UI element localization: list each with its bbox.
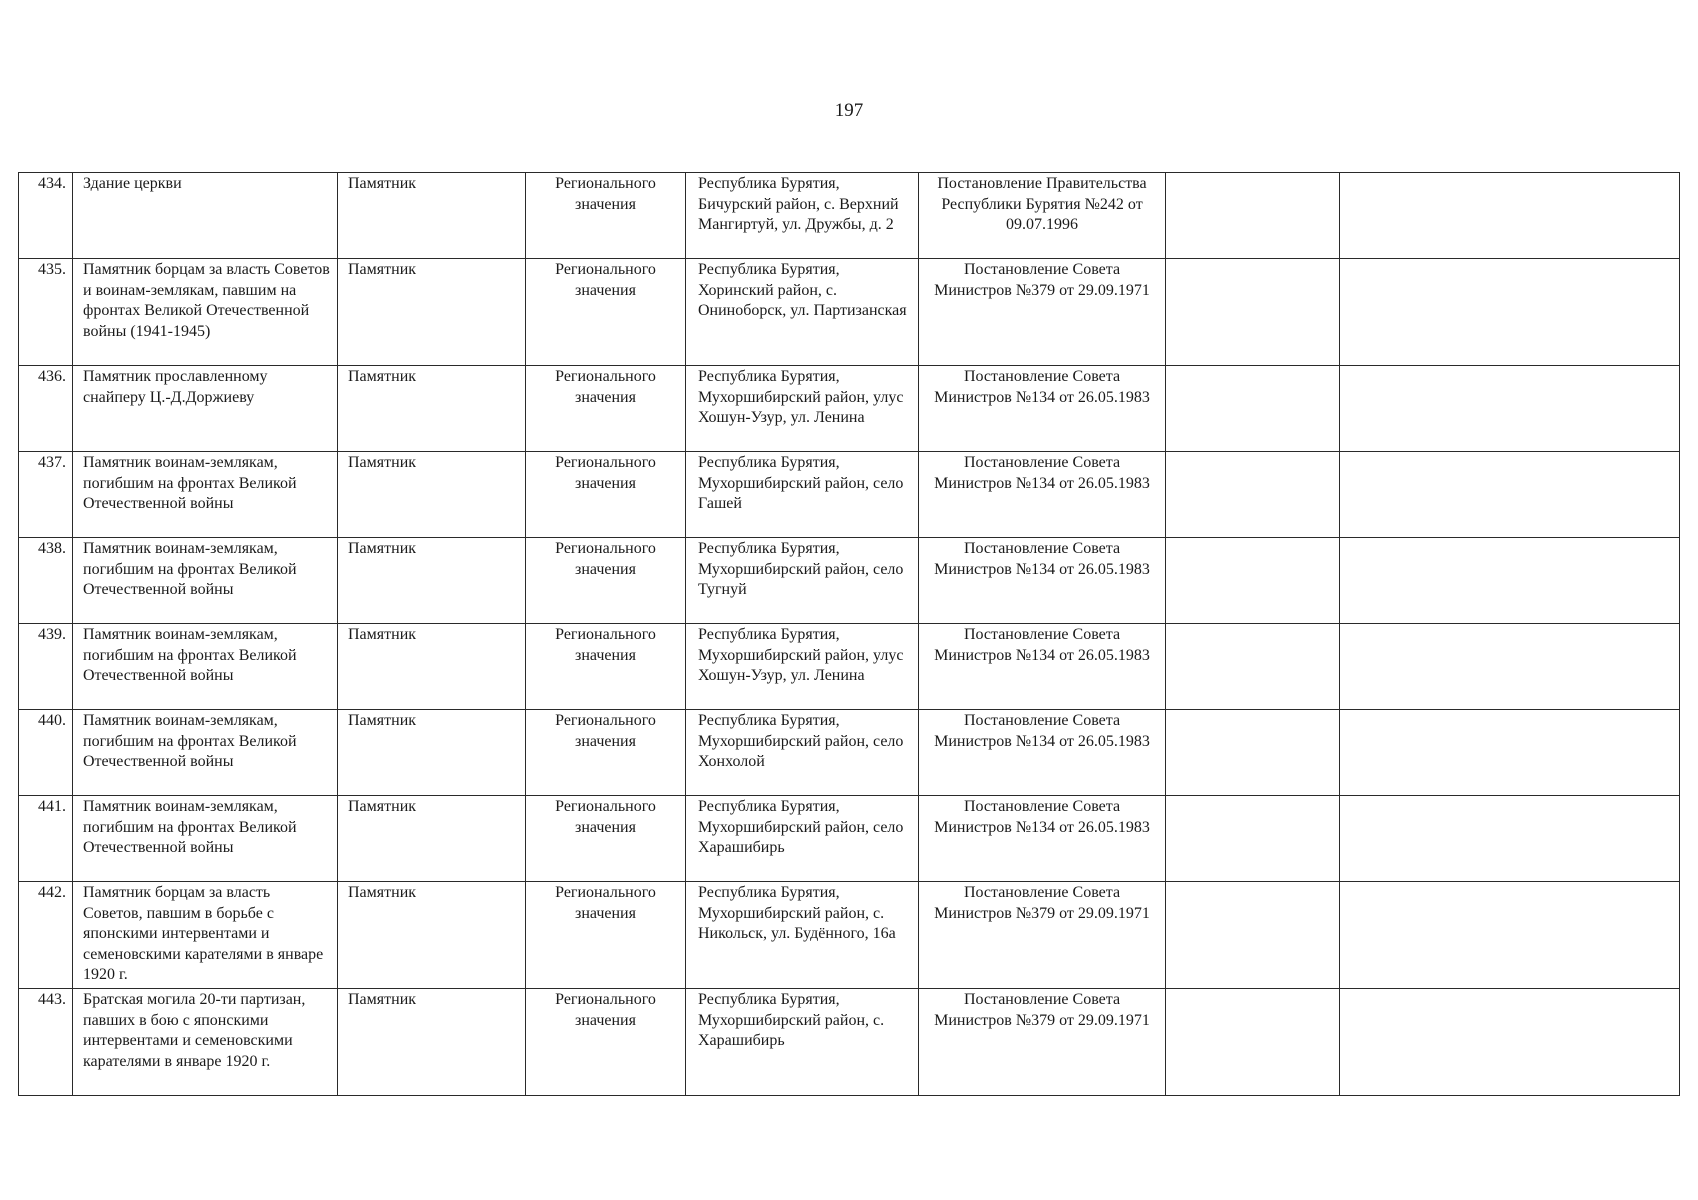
table-row (19, 710, 1680, 796)
heritage-registry-table (18, 172, 1680, 1096)
table-row (19, 882, 1680, 989)
table-row (19, 538, 1680, 624)
address: Республика Бурятия, Мухоршибирский район, село Харашибирь (686, 796, 919, 882)
empty-cell-8 (1340, 366, 1680, 452)
empty-cell-7 (1166, 538, 1340, 624)
empty-cell-7 (1166, 366, 1340, 452)
address: Республика Бурятия, Мухоршибирский район, улус Хошун-Узур, ул. Ленина (686, 366, 919, 452)
address: Республика Бурятия, Мухоршибирский район, село Хонхолой (686, 710, 919, 796)
legal-document: Постановление Совета Министров №379 от 29.09.1971 (919, 259, 1166, 366)
object-name: Памятник воинам-землякам, погибшим на фронтах Великой Отечественной войны (73, 538, 338, 624)
empty-cell-8 (1340, 538, 1680, 624)
object-category: Памятник (338, 989, 526, 1096)
empty-cell-7 (1166, 796, 1340, 882)
address: Республика Бурятия, Мухоршибирский район, с. Харашибирь (686, 989, 919, 1096)
empty-cell-8 (1340, 796, 1680, 882)
row-number: 442. (19, 882, 73, 989)
table-row (19, 624, 1680, 710)
row-number: 441. (19, 796, 73, 882)
empty-cell-8 (1340, 624, 1680, 710)
address: Республика Бурятия, Хоринский район, с. Ониноборск, ул. Партизанская (686, 259, 919, 366)
table-row (19, 259, 1680, 366)
legal-document: Постановление Совета Министров №379 от 29.09.1971 (919, 989, 1166, 1096)
legal-document: Постановление Совета Министров №379 от 29.09.1971 (919, 882, 1166, 989)
row-number: 439. (19, 624, 73, 710)
address: Республика Бурятия, Мухоршибирский район, с. Никольск, ул. Будённого, 16а (686, 882, 919, 989)
empty-cell-7 (1166, 710, 1340, 796)
row-number: 440. (19, 710, 73, 796)
legal-document: Постановление Совета Министров №134 от 26.05.1983 (919, 624, 1166, 710)
empty-cell-8 (1340, 989, 1680, 1096)
object-category: Памятник (338, 796, 526, 882)
object-name: Памятник борцам за власть Советов, павшим в борьбе с японскими интервентами и семеновскими карателями в январе 1920 г. (73, 882, 338, 989)
address: Республика Бурятия, Бичурский район, с. Верхний Мангиртуй, ул. Дружбы, д. 2 (686, 173, 919, 259)
empty-cell-8 (1340, 452, 1680, 538)
legal-document: Постановление Правительства Республики Бурятия №242 от 09.07.1996 (919, 173, 1166, 259)
empty-cell-8 (1340, 173, 1680, 259)
object-name: Памятник воинам-землякам, погибшим на фронтах Великой Отечественной войны (73, 452, 338, 538)
empty-cell-8 (1340, 710, 1680, 796)
row-number: 434. (19, 173, 73, 259)
significance: Регионального значения (526, 259, 686, 366)
significance: Регионального значения (526, 624, 686, 710)
object-category: Памятник (338, 538, 526, 624)
legal-document: Постановление Совета Министров №134 от 26.05.1983 (919, 710, 1166, 796)
object-name: Братская могила 20-ти партизан, павших в бою с японскими интервентами и семеновскими карателями в январе 1920 г. (73, 989, 338, 1096)
table-row (19, 173, 1680, 259)
row-number: 443. (19, 989, 73, 1096)
significance: Регионального значения (526, 882, 686, 989)
table-row (19, 989, 1680, 1096)
empty-cell-7 (1166, 452, 1340, 538)
table-row (19, 366, 1680, 452)
object-name: Памятник прославленному снайперу Ц.-Д.Доржиеву (73, 366, 338, 452)
significance: Регионального значения (526, 710, 686, 796)
empty-cell-7 (1166, 259, 1340, 366)
object-name: Памятник воинам-землякам, погибшим на фронтах Великой Отечественной войны (73, 710, 338, 796)
address: Республика Бурятия, Мухоршибирский район, село Тугнуй (686, 538, 919, 624)
significance: Регионального значения (526, 366, 686, 452)
object-name: Памятник борцам за власть Советов и воинам-землякам, павшим на фронтах Великой Отечественной войны (1941-1945) (73, 259, 338, 366)
significance: Регионального значения (526, 796, 686, 882)
object-category: Памятник (338, 366, 526, 452)
object-category: Памятник (338, 710, 526, 796)
object-category: Памятник (338, 452, 526, 538)
legal-document: Постановление Совета Министров №134 от 26.05.1983 (919, 366, 1166, 452)
row-number: 435. (19, 259, 73, 366)
empty-cell-7 (1166, 882, 1340, 989)
legal-document: Постановление Совета Министров №134 от 26.05.1983 (919, 538, 1166, 624)
empty-cell-7 (1166, 173, 1340, 259)
significance: Регионального значения (526, 989, 686, 1096)
object-category: Памятник (338, 259, 526, 366)
significance: Регионального значения (526, 173, 686, 259)
legal-document: Постановление Совета Министров №134 от 26.05.1983 (919, 452, 1166, 538)
address: Республика Бурятия, Мухоршибирский район, село Гашей (686, 452, 919, 538)
page-number: 197 (834, 100, 864, 121)
empty-cell-8 (1340, 259, 1680, 366)
object-name: Здание церкви (73, 173, 338, 259)
significance: Регионального значения (526, 538, 686, 624)
address: Республика Бурятия, Мухоршибирский район, улус Хошун-Узур, ул. Ленина (686, 624, 919, 710)
row-number: 436. (19, 366, 73, 452)
table-row (19, 796, 1680, 882)
object-category: Памятник (338, 624, 526, 710)
row-number: 438. (19, 538, 73, 624)
object-category: Памятник (338, 173, 526, 259)
object-category: Памятник (338, 882, 526, 989)
object-name: Памятник воинам-землякам, погибшим на фронтах Великой Отечественной войны (73, 624, 338, 710)
row-number: 437. (19, 452, 73, 538)
table-row (19, 452, 1680, 538)
object-name: Памятник воинам-землякам, погибшим на фронтах Великой Отечественной войны (73, 796, 338, 882)
legal-document: Постановление Совета Министров №134 от 26.05.1983 (919, 796, 1166, 882)
empty-cell-7 (1166, 624, 1340, 710)
empty-cell-7 (1166, 989, 1340, 1096)
empty-cell-8 (1340, 882, 1680, 989)
significance: Регионального значения (526, 452, 686, 538)
